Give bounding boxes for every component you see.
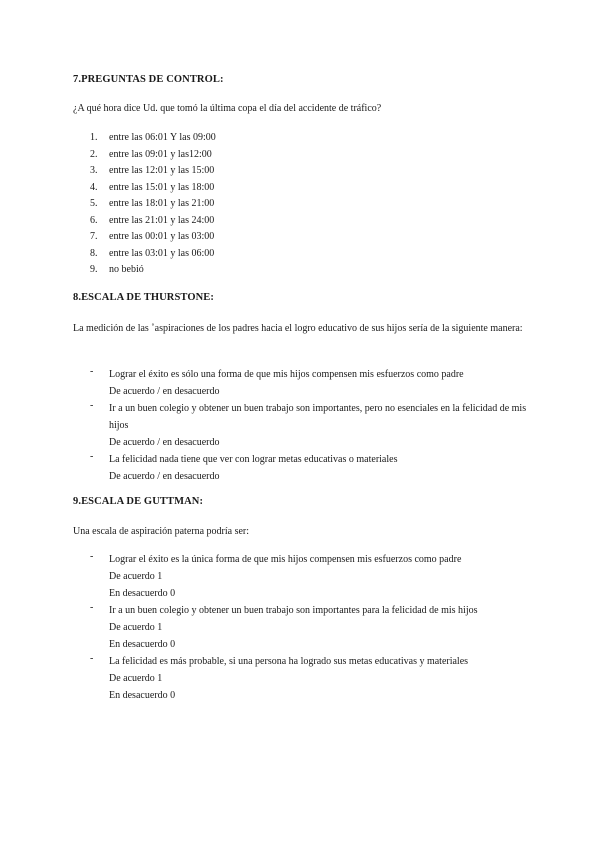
list-item — [90, 653, 530, 704]
section-9-intro: Una escala de aspiración paterna podría ser: — [73, 526, 250, 537]
option-item — [90, 147, 216, 164]
list-dash: - — [90, 602, 94, 613]
section-8-intro: La medición de las ˚aspiraciones de los padres hacia el logro educativo de sus hijos sería de la siguiente manera: — [73, 323, 523, 334]
list-dash: - — [90, 366, 94, 377]
list-dash: - — [90, 653, 94, 664]
option-text: entre las 15:01 y las 18:00 — [109, 181, 215, 193]
option-text: entre las 21:01 y las 24:00 — [109, 214, 215, 226]
item-disagree: En desacuerdo 0 — [109, 588, 176, 599]
option-number: 2. — [90, 148, 98, 160]
option-item — [90, 229, 216, 246]
option-text: entre las 12:01 y las 15:00 — [109, 165, 215, 176]
section-7-question: ¿A qué hora dice Ud. que tomó la última copa el día del accidente de tráfico? — [73, 103, 382, 114]
section-7-heading: 7.PREGUNTAS DE CONTROL: — [73, 74, 224, 85]
option-number: 9. — [90, 264, 98, 275]
item-statement: Lograr el éxito es sólo una forma de que mis hijos compensen mis esfuerzos como padre — [109, 369, 464, 380]
option-item — [90, 196, 216, 213]
list-dash: - — [90, 400, 94, 411]
list-dash: - — [90, 551, 94, 562]
list-item — [90, 451, 530, 485]
item-disagree: En desacuerdo 0 — [109, 690, 176, 701]
list-item — [90, 602, 530, 653]
option-text: entre las 06:01 Y las 09:00 — [109, 132, 216, 143]
option-number: 7. — [90, 231, 98, 242]
section-8-list — [90, 366, 530, 485]
section-9-heading: 9.ESCALA DE GUTTMAN: — [73, 496, 204, 507]
item-statement: Ir a un buen colegio y obtener un buen trabajo son importantes para la felicidad de mis hijos — [109, 605, 478, 616]
section-7-options — [90, 130, 216, 279]
option-text: no bebió — [109, 264, 144, 275]
list-item — [90, 366, 530, 400]
item-statement: Lograr el éxito es la única forma de que mis hijos compensen mis esfuerzos como padre — [109, 554, 462, 565]
item-statement: La felicidad es más probable, si una persona ha logrado sus metas educativas y materiales — [109, 656, 469, 667]
option-item — [90, 180, 216, 197]
section-8-heading: 8.ESCALA DE THURSTONE: — [73, 292, 214, 303]
option-number: 3. — [90, 165, 98, 176]
option-number: 6. — [90, 214, 98, 226]
list-item — [90, 400, 530, 451]
option-number: 8. — [90, 247, 98, 259]
item-disagree: En desacuerdo 0 — [109, 639, 176, 650]
list-dash: - — [90, 451, 94, 462]
option-text: entre las 03:01 y las 06:00 — [109, 247, 215, 259]
option-text: entre las 09:01 y las12:00 — [109, 148, 212, 160]
option-item — [90, 246, 216, 263]
option-text: entre las 00:01 y las 03:00 — [109, 231, 215, 242]
item-statement: Ir a un buen colegio y obtener un buen trabajo son importantes, pero no esenciales en la felicidad de mis hijos — [109, 403, 527, 431]
item-agree: De acuerdo 1 — [109, 673, 163, 684]
item-response: De acuerdo / en desacuerdo — [109, 437, 220, 448]
option-number: 4. — [90, 181, 98, 193]
item-statement: La felicidad nada tiene que ver con lograr metas educativas o materiales — [109, 454, 398, 465]
option-item — [90, 213, 216, 230]
option-item — [90, 262, 216, 279]
option-number: 1. — [90, 132, 98, 143]
option-number: 5. — [90, 198, 98, 209]
option-text: entre las 18:01 y las 21:00 — [109, 198, 215, 209]
item-agree: De acuerdo 1 — [109, 622, 163, 633]
option-item — [90, 163, 216, 180]
item-response: De acuerdo / en desacuerdo — [109, 386, 220, 397]
section-9-list — [90, 551, 530, 704]
list-item — [90, 551, 530, 602]
option-item — [90, 130, 216, 147]
item-agree: De acuerdo 1 — [109, 571, 163, 582]
item-response: De acuerdo / en desacuerdo — [109, 471, 220, 482]
